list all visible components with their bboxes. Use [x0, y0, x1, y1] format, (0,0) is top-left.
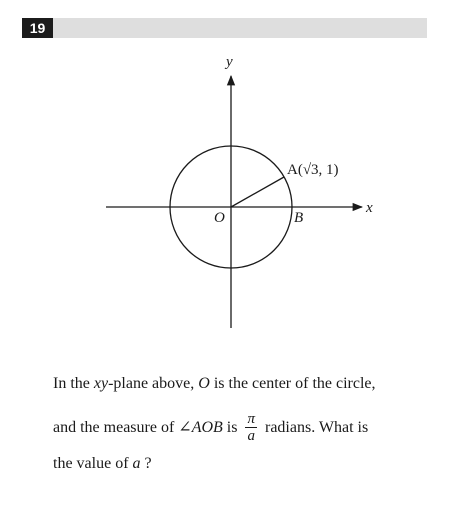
x-axis-label: x [366, 200, 373, 216]
y-axis-label: y [226, 54, 233, 70]
radius-oa [231, 177, 284, 207]
origin-label: O [214, 210, 225, 226]
pi-over-a-fraction [245, 411, 257, 444]
question-line-1: In the xy-plane above, O is the center of the circle, [53, 375, 376, 392]
question-line-2: and the measure of ∠AOB is $\frac{\pi}{a}$ radians. What is [53, 411, 369, 444]
point-b-label: B [294, 210, 304, 226]
point-a-label: A(√3, 1) [287, 162, 339, 178]
fraction-numerator: π [247, 411, 255, 427]
fraction-denominator: a [247, 428, 255, 444]
question-number-badge: 19 [22, 18, 53, 38]
question-line-3: the value of a ? [53, 455, 152, 472]
